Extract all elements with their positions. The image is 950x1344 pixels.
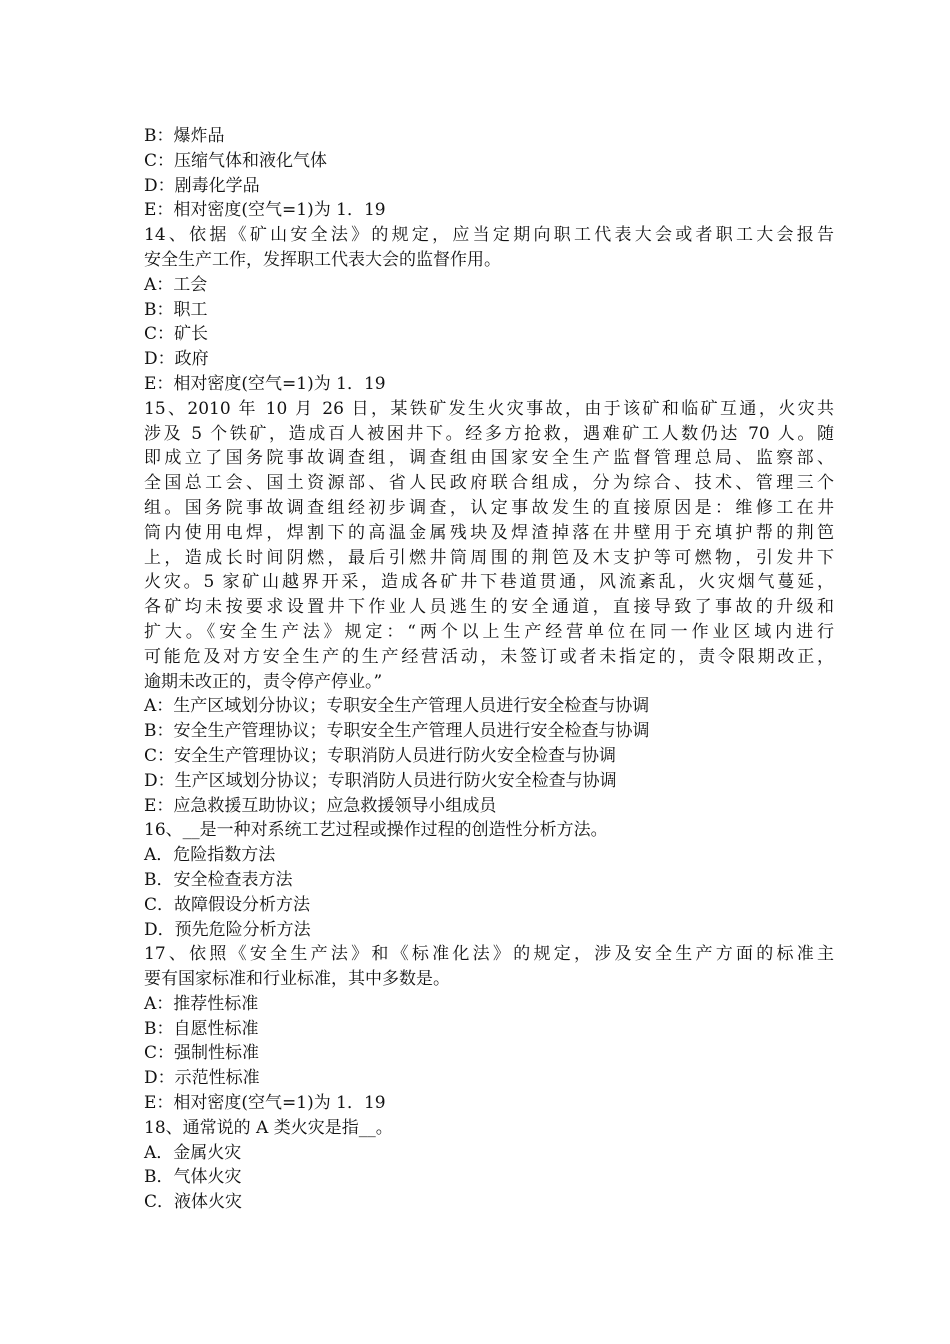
question-text-line: 各矿均未按要求设置井下作业人员逃生的安全通道，直接导致了事故的升级和 bbox=[144, 597, 834, 618]
answer-option: C．液体火灾 bbox=[144, 1192, 243, 1213]
answer-option: A：推荐性标准 bbox=[144, 993, 259, 1014]
answer-option: B：职工 bbox=[144, 299, 208, 320]
question-text-line: 逾期未改正的，责令停产停业。” bbox=[144, 671, 383, 692]
answer-option: C：矿长 bbox=[144, 324, 209, 345]
answer-option: D．预先危险分析方法 bbox=[144, 919, 311, 940]
question-text-line: 扩大。《安全生产法》规定：“两个以上生产经营单位在同一作业区域内进行 bbox=[144, 621, 834, 642]
question-text-line: 15、2010 年 10 月 26 日，某铁矿发生火灾事故，由于该矿和临矿互通，火灾共 bbox=[144, 398, 834, 419]
answer-option: E：应急救援互助协议；应急救援领导小组成员 bbox=[144, 795, 497, 816]
question-text-line: 要有国家标准和行业标准，其中多数是。 bbox=[144, 969, 450, 990]
question-text-line: 火灾。5 家矿山越界开采，造成各矿井下巷道贯通，风流紊乱，火灾烟气蔓延， bbox=[144, 572, 834, 593]
answer-option: D：生产区域划分协议；专职消防人员进行防火安全检查与协调 bbox=[144, 770, 617, 791]
question-text-line: 组。国务院事故调查组经初步调查，认定事故发生的直接原因是：维修工在井 bbox=[144, 497, 834, 518]
answer-option: C：强制性标准 bbox=[144, 1043, 260, 1064]
question-text-line: 涉及 5 个铁矿，造成百人被困井下。经多方抢救，遇难矿工人数仍达 70 人。随 bbox=[144, 423, 834, 444]
answer-option: A．危险指数方法 bbox=[144, 845, 276, 866]
answer-option: A：工会 bbox=[144, 274, 208, 295]
answer-option: D：剧毒化学品 bbox=[144, 175, 260, 196]
question-text-line: 安全生产工作，发挥职工代表大会的监督作用。 bbox=[144, 249, 501, 270]
question-text-line: 18、通常说的 A 类火灾是指__。 bbox=[144, 1117, 393, 1138]
answer-option: B．安全检查表方法 bbox=[144, 869, 293, 890]
question-text-line: 上，造成长时间阴燃，最后引燃井筒周围的荆笆及木支护等可燃物，引发井下 bbox=[144, 547, 834, 568]
answer-option: E：相对密度(空气=1)为 1．19 bbox=[144, 373, 386, 394]
question-text-line: 17、依照《安全生产法》和《标准化法》的规定，涉及安全生产方面的标准主 bbox=[144, 944, 834, 965]
question-text-line: 即成立了国务院事故调查组，调查组由国家安全生产监督管理总局、监察部、 bbox=[144, 448, 834, 469]
answer-option: E：相对密度(空气=1)为 1．19 bbox=[144, 1093, 386, 1114]
answer-option: B：爆炸品 bbox=[144, 126, 225, 146]
answer-option: C：安全生产管理协议；专职消防人员进行防火安全检查与协调 bbox=[144, 745, 617, 766]
answer-option: D：政府 bbox=[144, 349, 209, 370]
answer-option: D：示范性标准 bbox=[144, 1068, 260, 1089]
answer-option: B．气体火灾 bbox=[144, 1167, 242, 1188]
answer-option: C．故障假设分析方法 bbox=[144, 894, 311, 915]
question-text-line: 全国总工会、国土资源部、省人民政府联合组成，分为综合、技术、管理三个 bbox=[144, 473, 834, 494]
answer-option: A：生产区域划分协议；专职安全生产管理人员进行安全检查与协调 bbox=[144, 696, 650, 717]
answer-option: E：相对密度(空气=1)为 1．19 bbox=[144, 200, 386, 221]
question-text-line: 14、依据《矿山安全法》的规定，应当定期向职工代表大会或者职工大会报告 bbox=[144, 225, 834, 246]
answer-option: A．金属火灾 bbox=[144, 1142, 242, 1163]
question-text-line: 可能危及对方安全生产的生产经营活动，未签订或者未指定的，责令限期改正， bbox=[144, 646, 834, 667]
question-text-line: 筒内使用电焊，焊割下的高温金属残块及焊渣掉落在井壁用于充填护帮的荆笆 bbox=[144, 522, 834, 543]
answer-option: B：自愿性标准 bbox=[144, 1018, 259, 1039]
answer-option: B：安全生产管理协议；专职安全生产管理人员进行安全检查与协调 bbox=[144, 721, 650, 742]
document-body bbox=[144, 124, 834, 1215]
answer-option: C：压缩气体和液化气体 bbox=[144, 150, 328, 171]
question-text-line: 16、__是一种对系统工艺过程或操作过程的创造性分析方法。 bbox=[144, 820, 608, 841]
